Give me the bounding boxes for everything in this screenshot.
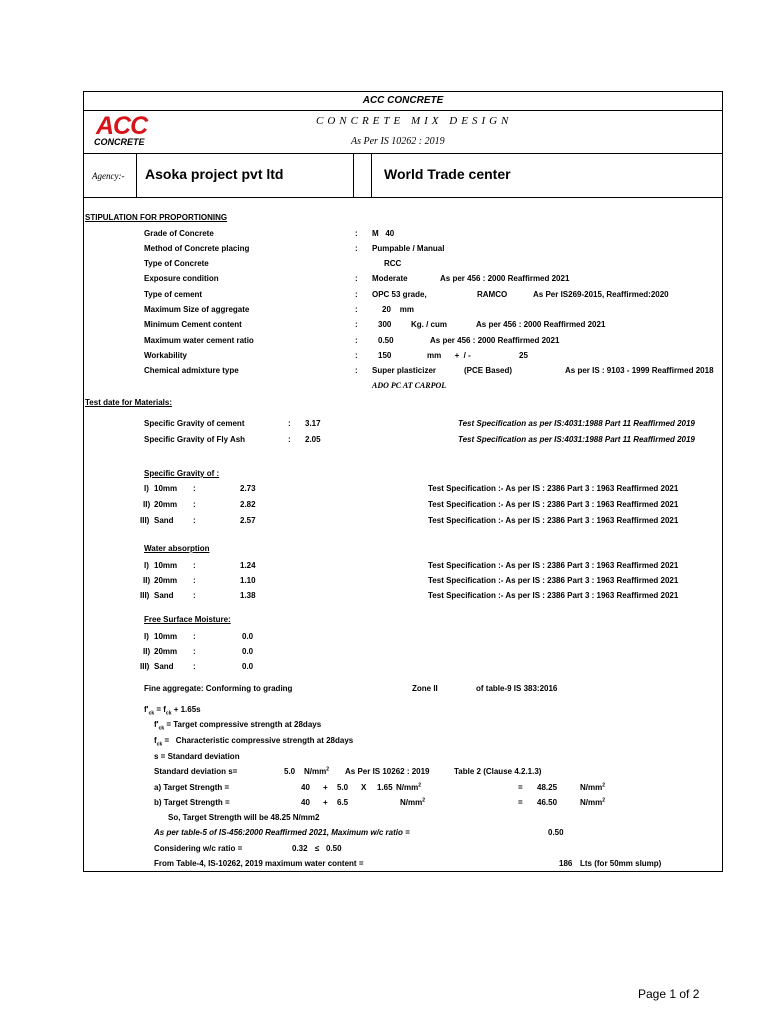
unit-superscript: 2 xyxy=(326,766,330,773)
item-spec: Test Specification :- As per IS : 2386 Part 3 : 1963 Reaffirmed 2021 xyxy=(428,561,679,570)
formula-symbol: f' xyxy=(144,705,149,714)
item-colon: : xyxy=(193,500,196,509)
row-colon: : xyxy=(355,351,358,360)
calc-label: b) Target Strength = xyxy=(154,798,230,807)
item-index: II) xyxy=(143,500,151,509)
row-value: 0.50 xyxy=(378,336,394,345)
row-reference: As per 456 : 2000 Reaffirmed 2021 xyxy=(476,320,606,329)
sd-unit xyxy=(304,767,329,777)
calc-value: 1.65 xyxy=(377,783,393,792)
item-index: III) xyxy=(140,591,150,600)
row-label: Workability xyxy=(144,351,187,360)
unit-superscript: 2 xyxy=(602,797,606,804)
row-label: Exposure condition xyxy=(144,274,219,283)
sg-flyash-label: Specific Gravity of Fly Ash xyxy=(144,435,246,444)
item-spec: Test Specification :- As per IS : 2386 Part 3 : 1963 Reaffirmed 2021 xyxy=(428,591,679,600)
agency-value: Asoka project pvt ltd xyxy=(145,166,284,182)
calc-value: 40 xyxy=(301,783,310,792)
sg-aggregate-heading: Specific Gravity of : xyxy=(144,469,220,478)
calc-value: 40 xyxy=(301,798,310,807)
row-value: Pumpable / Manual xyxy=(372,244,445,253)
divider xyxy=(353,153,354,197)
fine-aggregate-label: Fine aggregate: Conforming to grading xyxy=(144,684,293,693)
row-colon: : xyxy=(355,229,358,238)
item-name: Sand xyxy=(154,516,174,525)
item-index: III) xyxy=(140,662,150,671)
sg-flyash-value: 2.05 xyxy=(305,435,321,444)
item-index: I) xyxy=(144,484,149,493)
row-label: Type of Concrete xyxy=(144,259,209,268)
row-unit: Kg. / cum xyxy=(411,320,448,329)
fine-aggregate-table: of table-9 IS 383:2016 xyxy=(476,684,558,693)
calc-equals: = xyxy=(518,798,523,807)
item-colon: : xyxy=(193,576,196,585)
divider xyxy=(83,153,723,154)
item-name: Sand xyxy=(154,591,174,600)
sd-table: Table 2 (Clause 4.2.1.3) xyxy=(454,767,542,776)
target-conclusion: So, Target Strength will be 48.25 N/mm2 xyxy=(168,813,320,822)
row-colon: : xyxy=(355,305,358,314)
row-type: (PCE Based) xyxy=(464,366,513,375)
sg-flyash-spec: Test Specification as per IS:4031:1988 Part 11 Reaffirmed 2019 xyxy=(458,435,695,444)
calc-result-unit xyxy=(580,798,605,808)
calc-operator: X xyxy=(361,783,367,792)
unit-text: N/mm xyxy=(400,798,423,807)
definition-sd: s = Standard deviation xyxy=(154,752,240,761)
item-name: Sand xyxy=(154,662,174,671)
sg-flyash-colon: : xyxy=(288,435,291,444)
item-colon: : xyxy=(193,632,196,641)
logo-acc-text: ACC xyxy=(96,112,148,140)
divider xyxy=(83,110,723,111)
item-value: 0.0 xyxy=(242,632,254,641)
row-colon: : xyxy=(355,244,358,253)
row-value: 20 mm xyxy=(382,305,415,314)
item-value: 2.73 xyxy=(240,484,256,493)
divider xyxy=(371,153,372,197)
definition-target xyxy=(154,720,321,730)
row-reference: As per 456 : 2000 Reaffirmed 2021 xyxy=(430,336,560,345)
item-value: 1.24 xyxy=(240,561,256,570)
row-value: M 40 xyxy=(372,229,395,238)
item-colon: : xyxy=(193,647,196,656)
moisture-heading: Free Surface Moisture: xyxy=(144,615,231,624)
logo-concrete-text: CONCRETE xyxy=(94,137,145,147)
row-value: Super plasticizer xyxy=(372,366,437,375)
sd-reference: As Per IS 10262 : 2019 xyxy=(345,767,430,776)
wc-ratio-value: 0.50 xyxy=(548,828,564,837)
sg-cement-value: 3.17 xyxy=(305,419,321,428)
definition-characteristic xyxy=(154,736,353,746)
row-value: 150 xyxy=(378,351,392,360)
item-value: 1.38 xyxy=(240,591,256,600)
item-value: 2.57 xyxy=(240,516,256,525)
row-colon: : xyxy=(355,366,358,375)
divider xyxy=(83,197,723,198)
admixture-name: ADO PC AT CARPOL xyxy=(372,381,447,390)
fine-aggregate-zone: Zone II xyxy=(412,684,438,693)
row-reference: As per 456 : 2000 Reaffirmed 2021 xyxy=(440,274,570,283)
divider xyxy=(136,153,137,197)
agency-label: Agency:- xyxy=(92,171,125,181)
row-label: Method of Concrete placing xyxy=(144,244,250,253)
formula-rest: + 1.65s xyxy=(171,705,201,714)
page-number: Page 1 of 2 xyxy=(638,987,700,1001)
row-value: Moderate xyxy=(372,274,408,283)
row-label: Type of cement xyxy=(144,290,203,299)
unit-superscript: 2 xyxy=(602,782,606,789)
acc-logo xyxy=(92,113,162,149)
consider-label: Considering w/c ratio = xyxy=(154,844,243,853)
unit-superscript: 2 xyxy=(418,782,422,789)
calc-result-unit xyxy=(580,783,605,793)
calc-result: 46.50 xyxy=(537,798,558,807)
row-label: Chemical admixture type xyxy=(144,366,239,375)
wc-ratio-text: As per table-5 of IS-456:2000 Reaffirmed 2021, Maximum w/c ratio = xyxy=(154,828,410,837)
row-reference: As Per IS269-2015, Reaffirmed:2020 xyxy=(533,290,669,299)
item-index: II) xyxy=(143,576,151,585)
row-value: OPC 53 grade, xyxy=(372,290,427,299)
item-spec: Test Specification :- As per IS : 2386 Part 3 : 1963 Reaffirmed 2021 xyxy=(428,500,679,509)
unit-text: N/mm xyxy=(580,798,603,807)
item-name: 20mm xyxy=(154,647,178,656)
row-brand: RAMCO xyxy=(477,290,508,299)
item-index: II) xyxy=(143,647,151,656)
formula-subscript: ck xyxy=(148,710,155,717)
item-name: 20mm xyxy=(154,500,178,509)
unit-text: N/mm xyxy=(396,783,419,792)
item-index: III) xyxy=(140,516,150,525)
def-symbol: f' xyxy=(154,720,159,729)
formula-equals: = f xyxy=(154,705,166,714)
sg-cement-spec: Test Specification as per IS:4031:1988 Part 11 Reaffirmed 2019 xyxy=(458,419,695,428)
consider-value: 0.32 xyxy=(292,844,308,853)
row-reference: As per IS : 9103 - 1999 Reaffirmed 2018 xyxy=(565,366,714,375)
item-spec: Test Specification :- As per IS : 2386 Part 3 : 1963 Reaffirmed 2021 xyxy=(428,484,679,493)
company-name: ACC CONCRETE xyxy=(362,95,444,106)
item-value: 2.82 xyxy=(240,500,256,509)
sg-cement-label: Specific Gravity of cement xyxy=(144,419,245,428)
consider-operator: ≤ xyxy=(315,844,320,853)
item-spec: Test Specification :- As per IS : 2386 Part 3 : 1963 Reaffirmed 2021 xyxy=(428,576,679,585)
row-tolerance-value: 25 xyxy=(519,351,528,360)
item-name: 10mm xyxy=(154,484,178,493)
calc-unit xyxy=(400,798,425,808)
target-formula xyxy=(144,705,201,715)
row-label: Grade of Concrete xyxy=(144,229,214,238)
row-label: Maximum water cement ratio xyxy=(144,336,254,345)
unit-superscript: 2 xyxy=(422,797,426,804)
item-index: I) xyxy=(144,561,149,570)
document-standard: As Per IS 10262 : 2019 xyxy=(351,136,445,147)
item-colon: : xyxy=(193,662,196,671)
def-text: = Target compressive strength at 28days xyxy=(164,720,322,729)
def-subscript: ck xyxy=(156,741,163,748)
item-name: 10mm xyxy=(154,561,178,570)
sg-cement-colon: : xyxy=(288,419,291,428)
item-name: 20mm xyxy=(154,576,178,585)
calc-label: a) Target Strength = xyxy=(154,783,230,792)
calc-unit xyxy=(396,783,421,793)
consider-limit: 0.50 xyxy=(326,844,342,853)
item-colon: : xyxy=(193,484,196,493)
unit-text: N/mm xyxy=(580,783,603,792)
row-colon: : xyxy=(355,336,358,345)
row-label: Maximum Size of aggregate xyxy=(144,305,250,314)
calc-value: 6.5 xyxy=(337,798,349,807)
calc-equals: = xyxy=(518,783,523,792)
def-symbol: f xyxy=(154,736,157,745)
formula-subscript: ck xyxy=(165,710,172,717)
unit-text: N/mm xyxy=(304,767,327,776)
row-colon: : xyxy=(355,290,358,299)
item-value: 0.0 xyxy=(242,647,254,656)
item-index: I) xyxy=(144,632,149,641)
sd-label: Standard deviation s= xyxy=(154,767,238,776)
row-value: RCC xyxy=(384,259,402,268)
row-value: 300 xyxy=(378,320,392,329)
water-content-label: From Table-4, IS-10262, 2019 maximum water content = xyxy=(154,859,364,868)
item-spec: Test Specification :- As per IS : 2386 Part 3 : 1963 Reaffirmed 2021 xyxy=(428,516,679,525)
item-colon: : xyxy=(193,516,196,525)
item-colon: : xyxy=(193,591,196,600)
row-colon: : xyxy=(355,274,358,283)
calc-result: 48.25 xyxy=(537,783,558,792)
document-title: CONCRETE MIX DESIGN xyxy=(316,115,513,127)
row-tolerance: mm + / - xyxy=(427,351,471,360)
water-content-unit: Lts (for 50mm slump) xyxy=(580,859,662,868)
def-subscript: ck xyxy=(158,725,165,732)
calc-operator: + xyxy=(323,783,328,792)
item-value: 1.10 xyxy=(240,576,256,585)
row-label: Minimum Cement content xyxy=(144,320,242,329)
water-content-value: 186 xyxy=(559,859,573,868)
water-absorption-heading: Water absorption xyxy=(144,544,210,553)
item-colon: : xyxy=(193,561,196,570)
def-text: = Characteristic compressive strength at 28days xyxy=(162,736,354,745)
row-colon: : xyxy=(355,320,358,329)
calc-value: 5.0 xyxy=(337,783,349,792)
project-value: World Trade center xyxy=(384,166,511,182)
item-value: 0.0 xyxy=(242,662,254,671)
sd-value: 5.0 xyxy=(284,767,296,776)
stipulation-heading: STIPULATION FOR PROPORTIONING xyxy=(85,213,228,222)
materials-heading: Test date for Materials: xyxy=(85,398,172,407)
calc-operator: + xyxy=(323,798,328,807)
item-name: 10mm xyxy=(154,632,178,641)
